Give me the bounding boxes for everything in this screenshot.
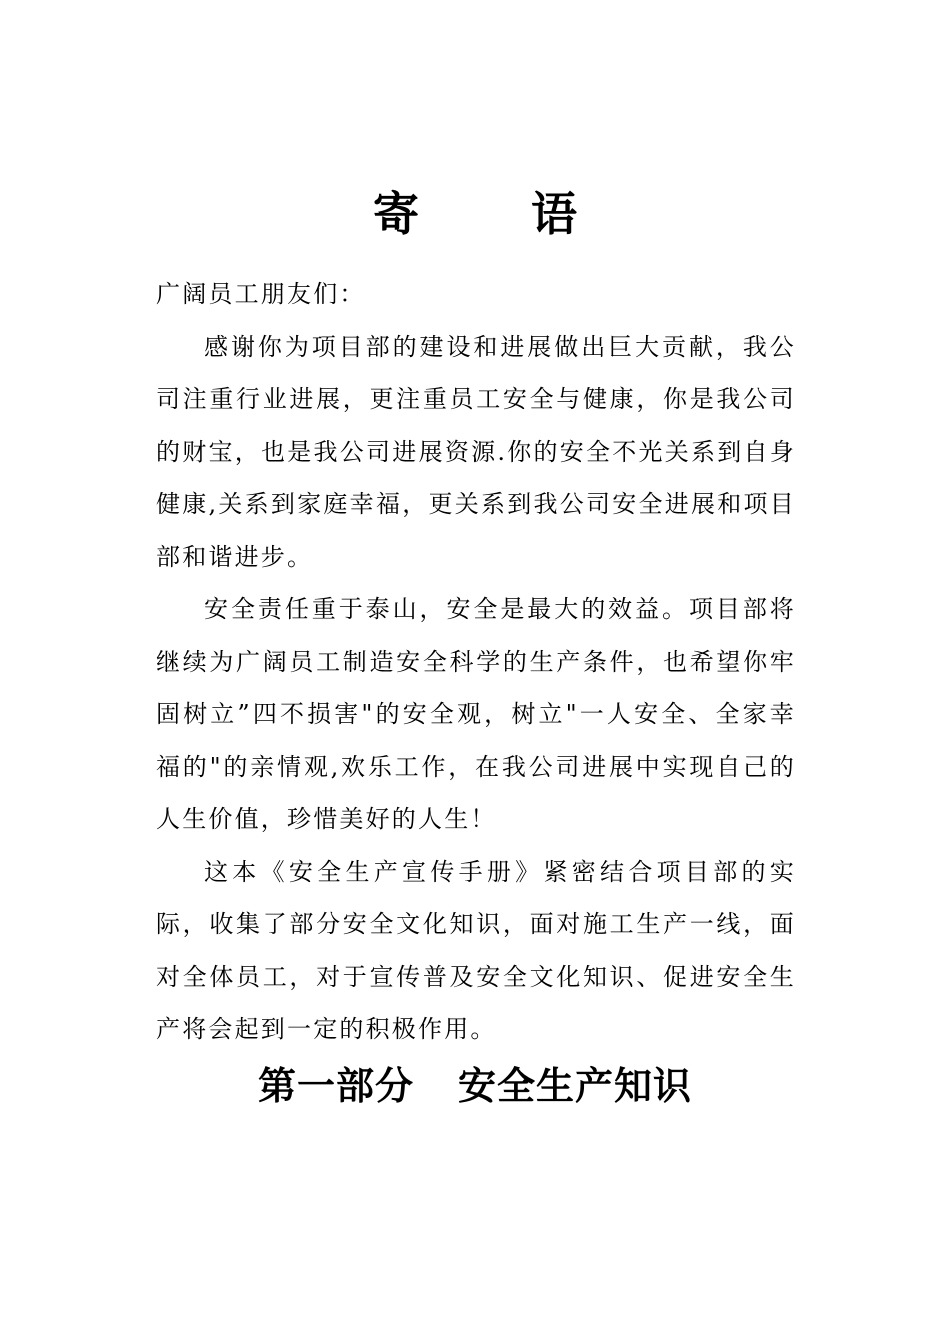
section-name: 安全生产知识 [458,1063,693,1108]
page-title: 寄 语 [372,187,625,241]
paragraph-1: 感谢你为项目部的建设和进展做出巨大贡献，我公司注重行业进展，更注重员工安全与健康，你是我公司的财宝，也是我公司进展资源.你的安全不光关系到自身健康,关系到家庭幸福，更关系到我公司安全进展和项目部和谐进步。 [156,332,796,571]
paragraph-2: 安全责任重于泰山，安全是最大的效益。项目部将继续为广阔员工制造安全科学的生产条件，也希望你牢固树立”四不损害"的安全观，树立"一人安全、全家幸福的"的亲情观,欢乐工作，在我公司进展中实现自己的人生价值，珍惜美好的人生！ [156,595,796,833]
foreword-body [156,268,796,1056]
paragraph-3: 这本《安全生产宣传手册》紧密结合项目部的实际，收集了部分安全文化知识，面对施工生产一线，面对全体员工，对于宣传普及安全文化知识、促进安全生产将会起到一定的积极作用。 [156,857,796,1043]
section-part-label: 第一部分 [257,1063,414,1108]
salutation: 广阔员工朋友们： [156,280,366,308]
section-heading [0,1054,950,1118]
